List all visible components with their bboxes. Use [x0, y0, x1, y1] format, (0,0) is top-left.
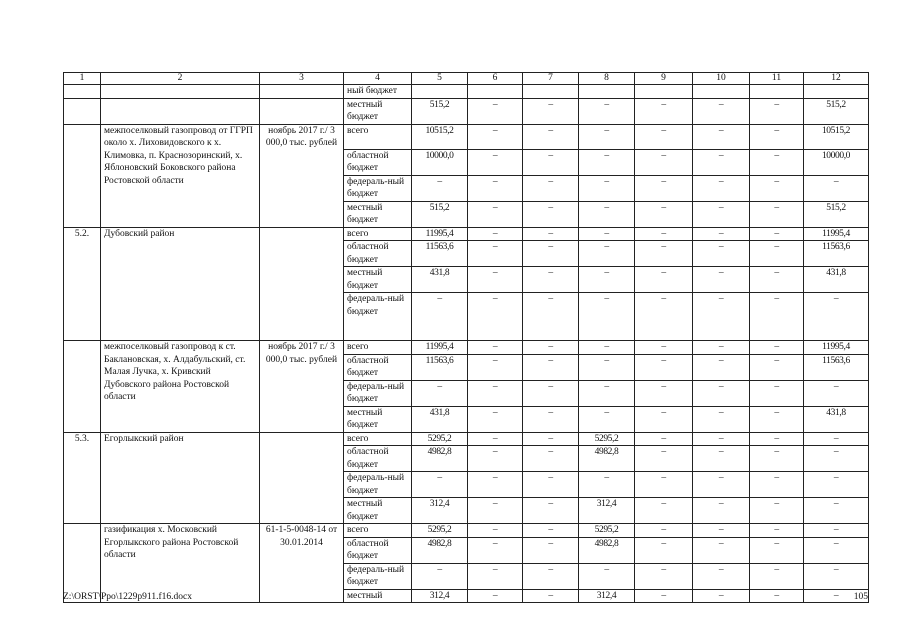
- column-number: 7: [523, 73, 579, 85]
- cell-value: –: [750, 589, 804, 603]
- cell-value: –: [693, 563, 750, 589]
- table-row: [64, 432, 869, 446]
- cell-value: –: [468, 241, 523, 267]
- cell-value: –: [523, 241, 579, 267]
- cell-value: –: [750, 563, 804, 589]
- cell-value: –: [523, 341, 579, 355]
- cell-value: –: [635, 446, 693, 472]
- cell-value: –: [693, 201, 750, 227]
- cell-value: –: [693, 589, 750, 603]
- cell-value: –: [579, 227, 635, 241]
- cell-value: 5295,2: [579, 432, 635, 446]
- cell-value: [750, 85, 804, 99]
- cell-value: –: [693, 149, 750, 175]
- table-row: [64, 85, 869, 99]
- cell-value: 10000,0: [804, 149, 869, 175]
- cell-value: –: [750, 124, 804, 149]
- cell-value: –: [523, 149, 579, 175]
- cell-document: [260, 98, 344, 124]
- cell-document: [260, 227, 344, 341]
- cell-value: 515,2: [412, 98, 468, 124]
- cell-number: [64, 341, 101, 433]
- cell-value: –: [579, 380, 635, 406]
- cell-value: [468, 85, 523, 99]
- cell-source: областной бюджет: [344, 241, 412, 267]
- cell-value: –: [635, 354, 693, 380]
- cell-source: местный бюджет: [344, 406, 412, 432]
- cell-value: –: [635, 589, 693, 603]
- cell-value: 4982,8: [412, 537, 468, 563]
- cell-value: –: [635, 563, 693, 589]
- cell-source: федераль-ный бюджет: [344, 293, 412, 341]
- table-row: [64, 98, 869, 124]
- cell-value: 4982,8: [412, 446, 468, 472]
- cell-value: –: [693, 124, 750, 149]
- column-number: 4: [344, 73, 412, 85]
- cell-value: –: [693, 498, 750, 524]
- cell-value: –: [579, 563, 635, 589]
- column-number: 8: [579, 73, 635, 85]
- cell-value: –: [635, 380, 693, 406]
- cell-source: местный бюджет: [344, 201, 412, 227]
- cell-value: –: [693, 175, 750, 201]
- cell-value: –: [579, 124, 635, 149]
- cell-value: –: [579, 98, 635, 124]
- cell-value: –: [804, 432, 869, 446]
- cell-value: –: [750, 446, 804, 472]
- column-number: 3: [260, 73, 344, 85]
- column-number: 6: [468, 73, 523, 85]
- cell-value: –: [750, 341, 804, 355]
- cell-source: ный бюджет: [344, 85, 412, 99]
- cell-value: –: [635, 175, 693, 201]
- cell-value: –: [468, 432, 523, 446]
- cell-value: –: [523, 380, 579, 406]
- cell-value: –: [750, 537, 804, 563]
- table-row: [64, 227, 869, 241]
- table-row: [64, 524, 869, 538]
- cell-value: [523, 85, 579, 99]
- cell-value: 431,8: [412, 267, 468, 293]
- cell-source: всего: [344, 524, 412, 538]
- cell-value: –: [750, 354, 804, 380]
- cell-value: –: [523, 175, 579, 201]
- cell-value: –: [693, 380, 750, 406]
- cell-value: –: [750, 498, 804, 524]
- cell-value: –: [693, 432, 750, 446]
- column-number: 9: [635, 73, 693, 85]
- cell-value: [635, 85, 693, 99]
- cell-value: –: [468, 537, 523, 563]
- table-row: [64, 124, 869, 149]
- cell-value: [412, 85, 468, 99]
- cell-value: –: [468, 227, 523, 241]
- cell-value: 515,2: [804, 201, 869, 227]
- cell-value: –: [468, 149, 523, 175]
- cell-number: [64, 85, 101, 99]
- column-number: 1: [64, 73, 101, 85]
- footer-file-path: Z:\ORST\Ppo\1229p911.f16.docx: [63, 592, 192, 602]
- cell-value: –: [523, 432, 579, 446]
- cell-value: –: [523, 524, 579, 538]
- cell-value: –: [579, 472, 635, 498]
- cell-value: –: [468, 341, 523, 355]
- cell-value: –: [804, 563, 869, 589]
- cell-value: 515,2: [412, 201, 468, 227]
- cell-number: 5.2.: [64, 227, 101, 341]
- cell-value: –: [750, 149, 804, 175]
- cell-value: 11563,6: [804, 354, 869, 380]
- column-number: 5: [412, 73, 468, 85]
- cell-value: –: [693, 446, 750, 472]
- cell-number: [64, 124, 101, 227]
- cell-value: 10515,2: [804, 124, 869, 149]
- cell-value: 11563,6: [412, 354, 468, 380]
- cell-value: –: [693, 341, 750, 355]
- cell-value: –: [693, 98, 750, 124]
- cell-value: –: [523, 446, 579, 472]
- cell-value: –: [468, 498, 523, 524]
- table-row: [64, 341, 869, 355]
- cell-value: –: [579, 241, 635, 267]
- cell-value: –: [468, 175, 523, 201]
- cell-value: –: [579, 149, 635, 175]
- column-number-row: [64, 73, 869, 85]
- cell-value: –: [579, 406, 635, 432]
- cell-value: –: [523, 472, 579, 498]
- cell-value: –: [635, 227, 693, 241]
- cell-value: 312,4: [412, 589, 468, 603]
- cell-document: [260, 432, 344, 524]
- cell-value: –: [804, 175, 869, 201]
- cell-value: –: [523, 563, 579, 589]
- cell-value: –: [693, 241, 750, 267]
- cell-object: Егорлыкский район: [101, 432, 260, 524]
- cell-value: –: [635, 124, 693, 149]
- cell-value: –: [750, 406, 804, 432]
- cell-value: 4982,8: [579, 446, 635, 472]
- cell-value: 11995,4: [412, 341, 468, 355]
- cell-value: –: [468, 563, 523, 589]
- cell-value: 10000,0: [412, 149, 468, 175]
- cell-value: –: [468, 446, 523, 472]
- cell-value: –: [693, 472, 750, 498]
- cell-value: –: [635, 498, 693, 524]
- cell-value: –: [523, 498, 579, 524]
- cell-source: местный бюджет: [344, 98, 412, 124]
- cell-value: –: [468, 589, 523, 603]
- cell-source: областной бюджет: [344, 446, 412, 472]
- cell-value: –: [635, 406, 693, 432]
- cell-value: 431,8: [412, 406, 468, 432]
- cell-value: 5295,2: [412, 524, 468, 538]
- cell-value: 5295,2: [412, 432, 468, 446]
- cell-value: –: [693, 267, 750, 293]
- cell-value: –: [750, 241, 804, 267]
- cell-source: областной бюджет: [344, 537, 412, 563]
- cell-value: –: [635, 524, 693, 538]
- cell-object: Дубовский район: [101, 227, 260, 341]
- cell-value: 10515,2: [412, 124, 468, 149]
- cell-value: –: [804, 472, 869, 498]
- cell-value: –: [523, 124, 579, 149]
- cell-value: –: [579, 341, 635, 355]
- cell-value: –: [468, 354, 523, 380]
- cell-object: газификация х. Московский Егорлыкского района Ростовской области: [101, 524, 260, 603]
- cell-value: –: [750, 524, 804, 538]
- cell-value: –: [468, 98, 523, 124]
- cell-value: –: [468, 124, 523, 149]
- cell-value: –: [750, 380, 804, 406]
- cell-value: –: [693, 293, 750, 341]
- cell-object: [101, 85, 260, 99]
- cell-value: –: [523, 406, 579, 432]
- cell-value: –: [693, 354, 750, 380]
- cell-object: межпоселковый газопровод от ГГРП около х. Лиховидовского к х. Климовка, п. Краснозоринский, х. Яблоновский Боковского района Ростовской области: [101, 124, 260, 227]
- cell-value: –: [804, 589, 869, 603]
- cell-value: [804, 85, 869, 99]
- cell-value: –: [468, 293, 523, 341]
- cell-object: [101, 98, 260, 124]
- cell-value: –: [750, 201, 804, 227]
- cell-value: 5295,2: [579, 524, 635, 538]
- cell-source: областной бюджет: [344, 149, 412, 175]
- cell-document: 61-1-5-0048-14 от 30.01.2014: [260, 524, 344, 603]
- cell-value: –: [804, 524, 869, 538]
- cell-value: –: [412, 293, 468, 341]
- cell-value: –: [635, 472, 693, 498]
- cell-value: 11995,4: [412, 227, 468, 241]
- cell-value: –: [468, 406, 523, 432]
- cell-value: 431,8: [804, 406, 869, 432]
- cell-value: –: [579, 201, 635, 227]
- cell-value: –: [804, 446, 869, 472]
- cell-number: [64, 524, 101, 603]
- cell-value: –: [579, 354, 635, 380]
- cell-value: –: [750, 175, 804, 201]
- cell-value: –: [635, 98, 693, 124]
- cell-value: –: [750, 293, 804, 341]
- cell-source: местный бюджет: [344, 267, 412, 293]
- cell-value: –: [635, 241, 693, 267]
- cell-number: 5.3.: [64, 432, 101, 524]
- cell-value: –: [804, 380, 869, 406]
- cell-value: 11563,6: [804, 241, 869, 267]
- cell-value: 11995,4: [804, 341, 869, 355]
- cell-value: –: [635, 149, 693, 175]
- cell-value: –: [635, 432, 693, 446]
- cell-value: [579, 85, 635, 99]
- cell-source: федераль-ный бюджет: [344, 563, 412, 589]
- cell-value: 11563,6: [412, 241, 468, 267]
- cell-source: всего: [344, 227, 412, 241]
- cell-value: 11995,4: [804, 227, 869, 241]
- cell-value: –: [412, 380, 468, 406]
- cell-value: –: [693, 406, 750, 432]
- cell-document: ноябрь 2017 г./ 3 000,0 тыс. рублей: [260, 124, 344, 227]
- cell-value: –: [523, 201, 579, 227]
- cell-source: федераль-ный бюджет: [344, 175, 412, 201]
- cell-value: –: [468, 201, 523, 227]
- cell-value: –: [468, 267, 523, 293]
- cell-value: 312,4: [579, 589, 635, 603]
- cell-value: –: [579, 267, 635, 293]
- budget-table: [63, 72, 869, 603]
- cell-value: –: [750, 98, 804, 124]
- cell-value: 312,4: [412, 498, 468, 524]
- page-number: 105: [853, 592, 868, 602]
- cell-value: –: [693, 524, 750, 538]
- cell-value: –: [804, 498, 869, 524]
- cell-value: –: [412, 563, 468, 589]
- cell-number: [64, 98, 101, 124]
- cell-value: –: [579, 175, 635, 201]
- cell-document: ноябрь 2017 г./ 3 000,0 тыс. рублей: [260, 341, 344, 433]
- cell-value: –: [693, 227, 750, 241]
- cell-value: 312,4: [579, 498, 635, 524]
- cell-value: –: [750, 432, 804, 446]
- cell-value: –: [523, 267, 579, 293]
- cell-value: –: [750, 227, 804, 241]
- cell-value: –: [468, 472, 523, 498]
- column-number: 12: [804, 73, 869, 85]
- cell-value: –: [523, 227, 579, 241]
- cell-object: межпоселковый газопровод к ст. Баклановская, х. Алдабульский, ст. Малая Лучка, х. Кривский Дубовского района Ростовской области: [101, 341, 260, 433]
- cell-value: –: [523, 537, 579, 563]
- cell-value: –: [412, 472, 468, 498]
- cell-source: всего: [344, 432, 412, 446]
- cell-value: 431,8: [804, 267, 869, 293]
- cell-source: всего: [344, 124, 412, 149]
- cell-value: –: [523, 293, 579, 341]
- cell-document: [260, 85, 344, 99]
- cell-source: федераль-ный бюджет: [344, 472, 412, 498]
- column-number: 10: [693, 73, 750, 85]
- cell-value: –: [468, 524, 523, 538]
- cell-value: –: [693, 537, 750, 563]
- cell-value: [693, 85, 750, 99]
- cell-value: –: [635, 341, 693, 355]
- cell-value: –: [523, 589, 579, 603]
- cell-value: –: [804, 293, 869, 341]
- cell-value: –: [750, 267, 804, 293]
- cell-value: –: [523, 98, 579, 124]
- cell-value: –: [635, 267, 693, 293]
- cell-value: –: [635, 293, 693, 341]
- cell-source: местный бюджет: [344, 498, 412, 524]
- column-number: 2: [101, 73, 260, 85]
- cell-source: областной бюджет: [344, 354, 412, 380]
- cell-source: всего: [344, 341, 412, 355]
- cell-value: –: [750, 472, 804, 498]
- cell-value: –: [523, 354, 579, 380]
- cell-value: –: [412, 175, 468, 201]
- cell-value: –: [635, 201, 693, 227]
- cell-value: –: [635, 537, 693, 563]
- cell-source: федераль-ный бюджет: [344, 380, 412, 406]
- cell-value: –: [804, 537, 869, 563]
- cell-value: –: [579, 293, 635, 341]
- column-number: 11: [750, 73, 804, 85]
- cell-value: –: [468, 380, 523, 406]
- cell-value: 4982,8: [579, 537, 635, 563]
- cell-source: местный: [344, 589, 412, 603]
- cell-value: 515,2: [804, 98, 869, 124]
